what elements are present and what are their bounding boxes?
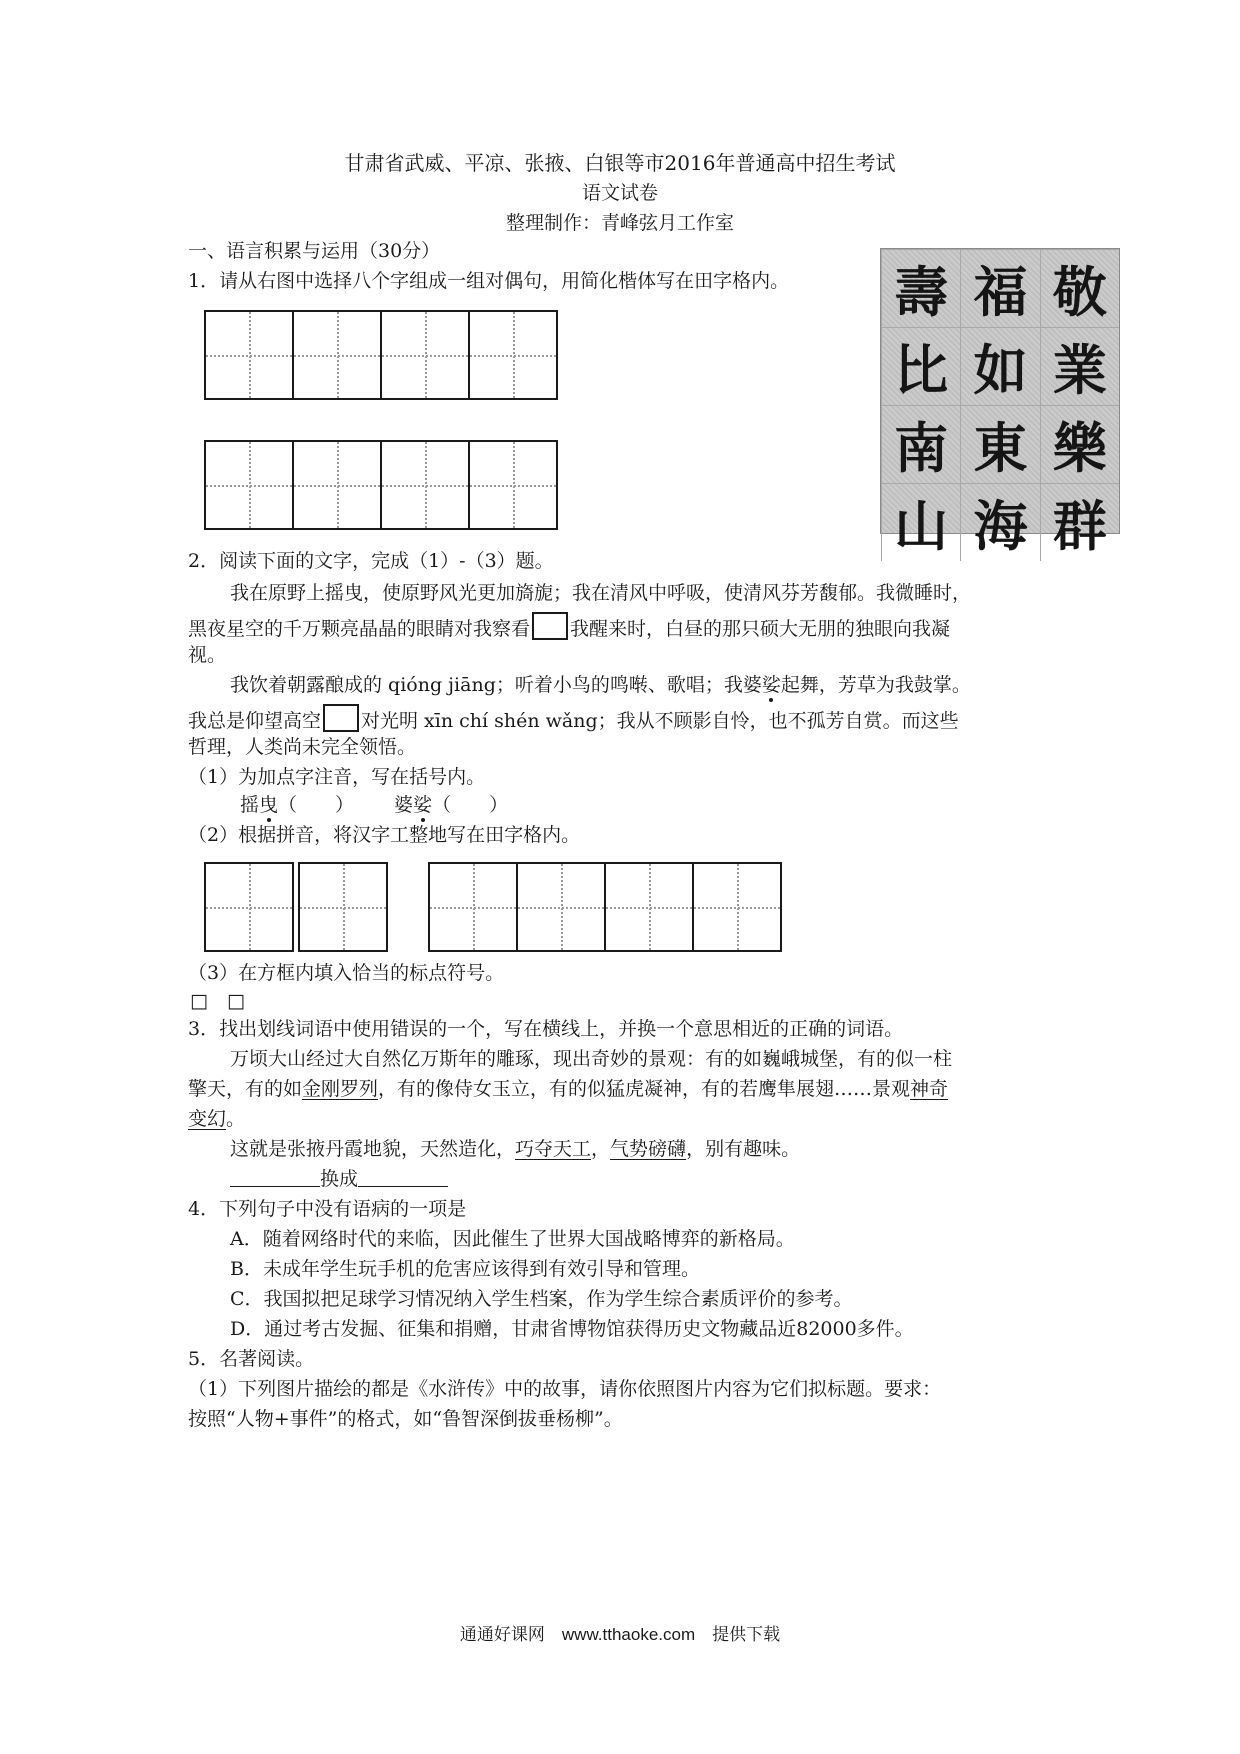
calligraphy-image <box>880 248 1120 558</box>
dotted-char: 娑 <box>761 674 781 696</box>
passage-text: 黑夜星空的千万颗亮晶晶的眼睛对我察看 <box>188 618 531 640</box>
passage-text: 我总是仰望高空 <box>188 710 322 732</box>
sub-question-text: 按照“人物+事件”的格式，如“鲁智深倒拔垂杨柳”。 <box>188 1408 623 1430</box>
punctuation-box[interactable] <box>323 704 359 732</box>
replace-label: 换成 <box>320 1168 359 1190</box>
calligraphy-char: 如 <box>960 327 1039 405</box>
word-char: 婆 <box>394 794 414 816</box>
grid-cell[interactable] <box>694 864 780 950</box>
calligraphy-char: 南 <box>881 405 960 483</box>
question-4: 4．下列句子中没有语病的一项是 <box>188 1198 467 1220</box>
footer-credit: 通通好课网 www.tthaoke.com 提供下载 <box>459 1625 781 1644</box>
underlined-phrase: 金刚罗列 <box>302 1078 379 1100</box>
calligraphy-char: 山 <box>881 483 960 561</box>
passage-line <box>188 1076 948 1102</box>
passage-line: 哲理，人类尚未完全领悟。 <box>188 736 417 758</box>
writing-grid-row-2[interactable] <box>204 440 558 530</box>
underlined-phrase: 巧夺天工 <box>515 1138 592 1160</box>
calligraphy-char: 業 <box>1040 327 1119 405</box>
writing-grid-small[interactable] <box>298 862 388 952</box>
passage-line: 我在原野上摇曳，使原野风光更加旖旎；我在清风中呼吸，使清风芬芳馥郁。我微睡时， <box>230 582 972 604</box>
answer-brackets[interactable]: （ ） <box>432 794 509 816</box>
calligraphy-char: 福 <box>960 249 1039 327</box>
grid-cell[interactable] <box>206 864 292 950</box>
passage-line <box>188 1106 245 1132</box>
grid-cell[interactable] <box>382 442 470 528</box>
passage-text: 我饮着朝露酿成的 qióng jiāng；听着小鸟的鸣啭、歌唱；我婆 <box>230 674 762 696</box>
passage-line: 万顷大山经过大自然亿万斯年的雕琢，现出奇妙的景观：有的如巍峨城堡，有的似一柱 <box>230 1048 953 1070</box>
sub-question-3: （3）在方框内填入恰当的标点符号。 <box>188 962 505 984</box>
underlined-phrase: 气势磅礴 <box>610 1138 687 1160</box>
question-2: 2．阅读下面的文字，完成（1）-（3）题。 <box>188 550 554 572</box>
underlined-phrase: 变幻 <box>188 1108 227 1130</box>
section-heading: 一、语言积累与运用（30分） <box>188 240 441 262</box>
answer-blank[interactable] <box>230 1166 320 1187</box>
writing-grid-row-3[interactable] <box>428 862 782 952</box>
option-b[interactable]: B．未成年学生玩手机的危害应该得到有效引导和管理。 <box>230 1258 700 1280</box>
passage-text: 这就是张掖丹霞地貌，天然造化， <box>230 1138 516 1160</box>
passage-text: 对光明 xīn chí shén wǎng；我从不顾影自怜，也不孤芳自赏。而这些 <box>361 710 959 732</box>
grid-cell[interactable] <box>206 312 294 398</box>
passage-text: ，别有趣味。 <box>686 1138 801 1160</box>
calligraphy-char: 樂 <box>1040 405 1119 483</box>
answer-blank[interactable] <box>358 1166 448 1187</box>
passage-line <box>230 672 971 698</box>
answer-brackets[interactable]: （ ） <box>278 794 355 816</box>
question-1: 1．请从右图中选择八个字组成一组对偶句，用简化楷体写在田字格内。 <box>188 270 790 292</box>
exam-subtitle: 语文试卷 <box>581 182 658 204</box>
exam-title: 甘肃省武威、平凉、张掖、白银等市2016年普通高中招生考试 <box>344 151 896 175</box>
grid-cell[interactable] <box>294 312 382 398</box>
grid-cell[interactable] <box>606 864 694 950</box>
option-c[interactable]: C．我国拟把足球学习情况纳入学生档案，作为学生综合素质评价的参考。 <box>230 1288 853 1310</box>
word-char: 摇 <box>240 794 260 816</box>
calligraphy-char: 敬 <box>1040 249 1119 327</box>
grid-cell[interactable] <box>382 312 470 398</box>
passage-text: ， <box>591 1138 611 1160</box>
grid-cell[interactable] <box>470 442 556 528</box>
option-a[interactable]: A．随着网络时代的来临，因此催生了世界大国战略博弈的新格局。 <box>230 1228 795 1250</box>
question-3: 3．找出划线词语中使用错误的一个，写在横线上，并换一个意思相近的正确的词语。 <box>188 1018 904 1040</box>
underlined-phrase: 神奇 <box>910 1078 949 1100</box>
passage-text: ，有的像侍女玉立，有的似猛虎凝神，有的若鹰隼展翅……景观 <box>378 1078 911 1100</box>
passage-line: 视。 <box>188 644 227 666</box>
calligraphy-char: 壽 <box>881 249 960 327</box>
passage-text: 我醒来时，白昼的那只硕大无朋的独眼向我凝 <box>570 618 951 640</box>
replace-line <box>230 1166 448 1192</box>
exam-maker: 整理制作：青峰弦月工作室 <box>505 212 734 234</box>
sub-question-text: （1）下列图片描绘的都是《水浒传》中的故事，请你依照图片内容为它们拟标题。要求： <box>188 1378 942 1400</box>
punctuation-box[interactable] <box>532 612 568 640</box>
calligraphy-char: 東 <box>960 405 1039 483</box>
dotted-char: 娑 <box>413 794 433 816</box>
sub-question-1: （1）为加点字注音，写在括号内。 <box>188 766 486 788</box>
calligraphy-char: 群 <box>1040 483 1119 561</box>
pinyin-answers <box>240 792 508 818</box>
punctuation-answer-boxes[interactable]: □ □ <box>190 990 245 1012</box>
grid-cell[interactable] <box>206 442 294 528</box>
dotted-char: 曳 <box>259 794 279 816</box>
question-5: 5．名著阅读。 <box>188 1348 315 1370</box>
passage-text: 起舞，芳草为我鼓掌。 <box>780 674 971 696</box>
passage-text: 擎天，有的如 <box>188 1078 303 1100</box>
calligraphy-char: 比 <box>881 327 960 405</box>
grid-cell[interactable] <box>294 442 382 528</box>
calligraphy-char: 海 <box>960 483 1039 561</box>
passage-line <box>188 612 950 642</box>
sub-question-2: （2）根据拼音，将汉字工整地写在田字格内。 <box>188 824 581 846</box>
grid-cell[interactable] <box>430 864 518 950</box>
grid-cell[interactable] <box>300 864 386 950</box>
writing-grid-row-1[interactable] <box>204 310 558 400</box>
grid-cell[interactable] <box>470 312 556 398</box>
passage-line <box>188 704 959 734</box>
grid-cell[interactable] <box>518 864 606 950</box>
passage-text: 。 <box>226 1108 246 1130</box>
option-d[interactable]: D．通过考古发掘、征集和捐赠，甘肃省博物馆获得历史文物藏品近82000多件。 <box>230 1318 914 1340</box>
writing-grid-small[interactable] <box>204 862 294 952</box>
passage-line <box>230 1136 800 1162</box>
